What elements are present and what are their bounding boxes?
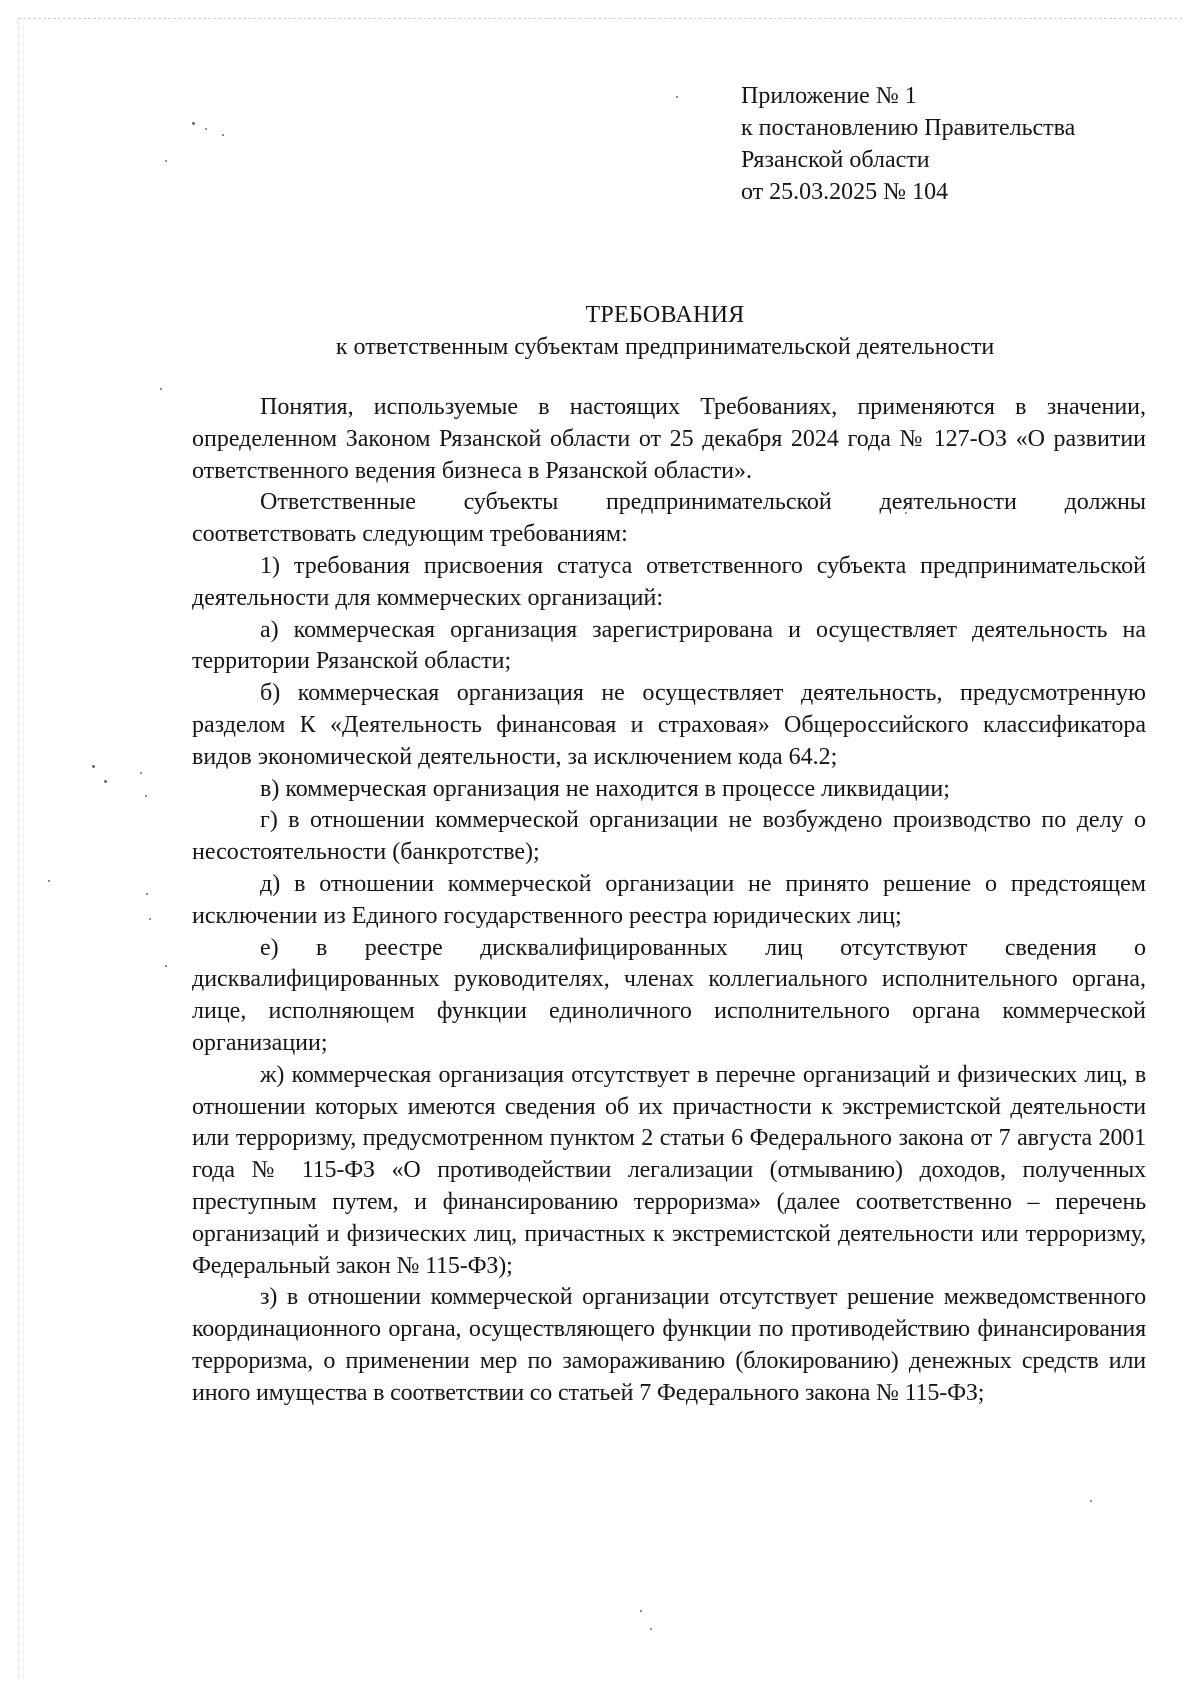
scan-speck: [205, 128, 207, 130]
paragraph-subitem-zh: ж) коммерческая организация отсутствует в перечне организаций и физических лиц, в отношении которых имеются сведения об их причастности к экстремистской деятельности или терроризму, предусмотренном пунктом 2 статьи 6 Федерального закона от 7 августа 2001 года № 115-ФЗ «О противодействии легализации (отмыванию) доходов, полученных преступным путем, и финансированию терроризма» (далее соответственно – перечень организаций и физических лиц, причастных к экстремистской деятельности или терроризму, Федеральный закон № 115-ФЗ);: [192, 1061, 1146, 1279]
scan-speck: [140, 772, 142, 774]
paragraph-subitem-a: а) коммерческая организация зарегистрирована и осуществляет деятельность на территории Рязанской области;: [192, 616, 1146, 675]
scan-speck: [640, 1610, 642, 1612]
scan-speck: [149, 918, 151, 920]
document-subtitle: к ответственным субъектам предпринимательской деятельности: [335, 334, 995, 360]
scan-speck: [104, 780, 107, 783]
appendix-date-line: от 25.03.2025 № 104: [741, 179, 949, 205]
paragraph-subitem-b: б) коммерческая организация не осуществляет деятельность, предусмотренную разделом К «Деятельность финансовая и страховая» Общероссийского классификатора видов экономической деятельности, за исключением кода 64.2;: [192, 680, 1146, 770]
document-body: [192, 392, 1146, 1410]
appendix-header: [741, 80, 1075, 208]
scan-speck: [48, 880, 50, 882]
scan-speck: [160, 388, 162, 390]
paragraph-subitem-z: з) в отношении коммерческой организации отсутствует решение межведомственного координационного органа, осуществляющего функции по противодействию финансирования терроризма, о применении мер по замораживанию (блокированию) денежных средств или иного имущества в соответствии со статьей 7 Федерального закона № 115-ФЗ;: [192, 1284, 1146, 1406]
paragraph-subitem-e: е) в реестре дисквалифицированных лиц отсутствуют сведения о дисквалифицированных руководителях, членах коллегиального исполнительного органа, лице, исполняющем функции единоличного исполнительного органа коммерческой организации;: [192, 934, 1146, 1056]
scan-speck: [92, 765, 95, 768]
appendix-number: Приложение № 1: [741, 83, 917, 109]
scan-speck: [650, 1628, 652, 1630]
scan-speck: [1090, 1500, 1092, 1502]
paragraph-intro: Ответственные субъекты предпринимательской деятельности должны соответствовать следующим требованиям:: [192, 489, 1146, 548]
scan-speck: [146, 893, 148, 895]
scan-speck: [192, 122, 195, 125]
paragraph-definitions: Понятия, используемые в настоящих Требованиях, применяются в значении, определенном Законом Рязанской области от 25 декабря 2024 года № 127-ОЗ «О развитии ответственного ведения бизнеса в Рязанской области».: [192, 394, 1146, 484]
scan-speck: [145, 795, 147, 797]
appendix-resolution-line: к постановлению Правительства: [741, 115, 1076, 141]
scan-speck: [165, 965, 167, 967]
scan-speck: [676, 96, 678, 98]
paragraph-subitem-g: г) в отношении коммерческой организации не возбуждено производство по делу о несостоятельности (банкротстве);: [192, 807, 1146, 866]
scan-speck: [222, 134, 224, 136]
paragraph-item-1: 1) требования присвоения статуса ответственного субъекта предпринимательской деятельности для коммерческих организаций:: [192, 552, 1146, 611]
appendix-region-line: Рязанской области: [741, 147, 930, 173]
paragraph-subitem-v: в) коммерческая организация не находится в процессе ликвидации;: [260, 775, 950, 802]
document-title: ТРЕБОВАНИЯ: [585, 302, 745, 328]
scan-speck: [165, 160, 167, 162]
paragraph-subitem-d: д) в отношении коммерческой организации не принято решение о предстоящем исключении из Единого государственного реестра юридических лиц;: [192, 870, 1146, 929]
